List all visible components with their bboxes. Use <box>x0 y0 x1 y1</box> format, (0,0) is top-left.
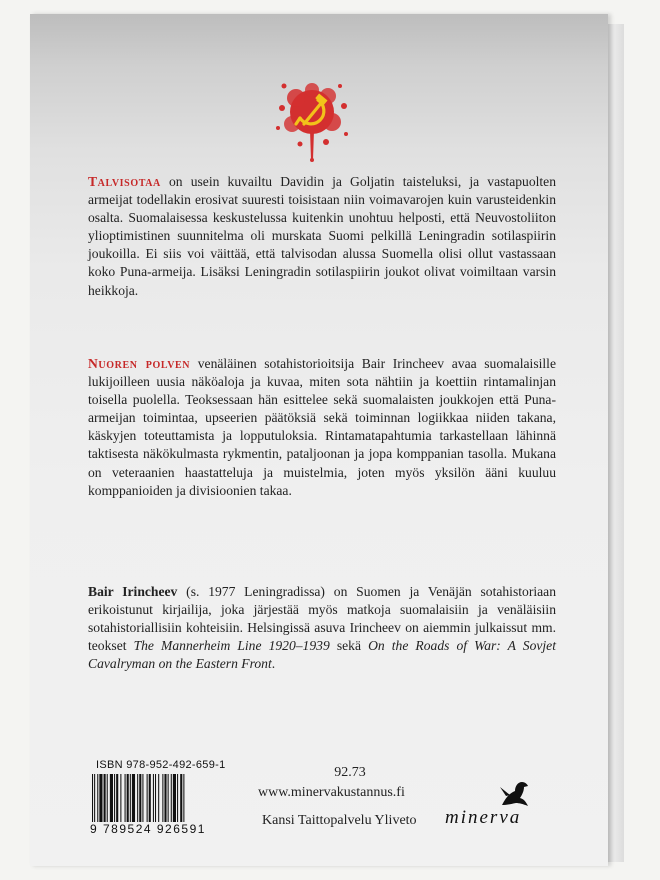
barcode-bar <box>116 774 118 822</box>
barcode-icon <box>90 774 230 822</box>
barcode-bar <box>137 774 138 822</box>
barcode-bar <box>149 774 151 822</box>
barcode-bar <box>130 774 131 822</box>
author-name: Bair Irincheev <box>88 584 178 599</box>
barcode-bar <box>142 774 143 822</box>
blurb-lead-1: Talvisotaa <box>88 174 161 189</box>
blurb-lead-2: Nuoren polven <box>88 356 191 371</box>
hammer-and-sickle-icon <box>270 72 354 162</box>
barcode-bar <box>147 774 148 822</box>
author-bio-text-b: sekä <box>329 638 369 654</box>
book-spine-edge <box>608 24 624 862</box>
barcode-bar <box>180 774 182 822</box>
barcode-bar <box>155 774 156 822</box>
barcode-bar <box>97 774 98 822</box>
barcode-bar <box>183 774 184 822</box>
isbn-label: ISBN 978-952-492-659-1 <box>96 759 226 771</box>
barcode-number: 9 789524 926591 <box>90 822 206 836</box>
blurb-text-1: on usein kuvailtu Davidin ja Goljatin taisteluksi, ja vastapuolten armeijat todellakin erosivat suuresti toisistaan niin voimavarojen kuin varusteidenkin osalta. Suomalaisessa keskustelussa kuitenkin unohtuu helposti, että Neuvostoliiton ylioptimistinen suunnitelma oli murskata Suomi pelkillä Leningradin sotilaspiirin joukoilla. Ei siis voi väittää, että talvisodan alussa Suomella olisi ollut vastassaan koko Puna-armeija. Lisäksi Leningradin sotilaspiirin joukot olivat voimiltaan varsin heikkoja. <box>88 174 556 298</box>
cover-credit: Kansi Taittopalvelu Yliveto <box>262 813 417 828</box>
barcode-bar <box>104 774 106 822</box>
barcode-bar <box>114 774 115 822</box>
barcode-bar <box>125 774 126 822</box>
barcode-bar <box>139 774 141 822</box>
blurb-paragraph-1 <box>88 173 556 300</box>
author-bio <box>88 583 556 673</box>
barcode-bar <box>127 774 129 822</box>
blurb-paragraph-2 <box>88 355 556 500</box>
barcode-bar <box>158 774 159 822</box>
barcode-bar <box>164 774 166 822</box>
barcode-bar <box>171 774 172 822</box>
barcode-bar <box>99 774 102 822</box>
book-title-1: The Mannerheim Line 1920–1939 <box>133 638 330 654</box>
book-title-2: On the Roads of War: A Sovjet Cavalryman on the Eastern Front <box>88 638 556 672</box>
barcode-bar <box>107 774 108 822</box>
author-bio-text-a: (s. 1977 Leningradissa) on Suomen ja Venäjän sotahistoriaan erikoistunut kirjailija, joka järjestää myös matkoja suomalaisiin ja venäläisiin sotahistoriallisiin kohteisiin. Helsingissä asuva Irincheev on aiemmin julkaissut mm. teokset <box>88 584 556 654</box>
publisher-logo-text: minerva <box>445 807 522 828</box>
barcode-bar <box>92 774 93 822</box>
barcode-bar <box>132 774 135 822</box>
barcode-bar <box>168 774 169 822</box>
author-bio-text-c: . <box>271 656 276 672</box>
barcode-bar <box>173 774 176 822</box>
barcode-bar <box>177 774 178 822</box>
barcode-bar <box>120 774 121 822</box>
price-code: 92.73 <box>334 765 366 780</box>
barcode-bar <box>153 774 154 822</box>
barcode-bar <box>162 774 163 822</box>
blurb-text-2: venäläinen sotahistorioitsija Bair Irincheev avaa suomalaisille lukijoilleen uusia näköaloja ja kuvaa, miten sota nähtiin ja koettiin rintamalinjan toisella puolella. Teoksessaan hän esittelee sekä suomalaisten joukkojen että Puna-armeijan toimintaa, upseerien päätöksiä sekä toiminnan logiikkaa niiden takana, käskyjen toteuttamista ja lopputuloksia. Rintamatapahtumia tarkastellaan lähinnä taktisesta näkökulmasta rykmentin, pataljoonan ja jopa komppanian tasolla. Mukana on veteraanien haastatteluja ja muistelmia, joten myös yksilön ääni kuuluu komppanioiden ja divisioonien takaa. <box>88 356 556 498</box>
raven-icon <box>498 777 532 811</box>
barcode-bar <box>94 774 95 822</box>
publisher-url: www.minervakustannus.fi <box>258 785 405 800</box>
barcode-bar <box>110 774 113 822</box>
